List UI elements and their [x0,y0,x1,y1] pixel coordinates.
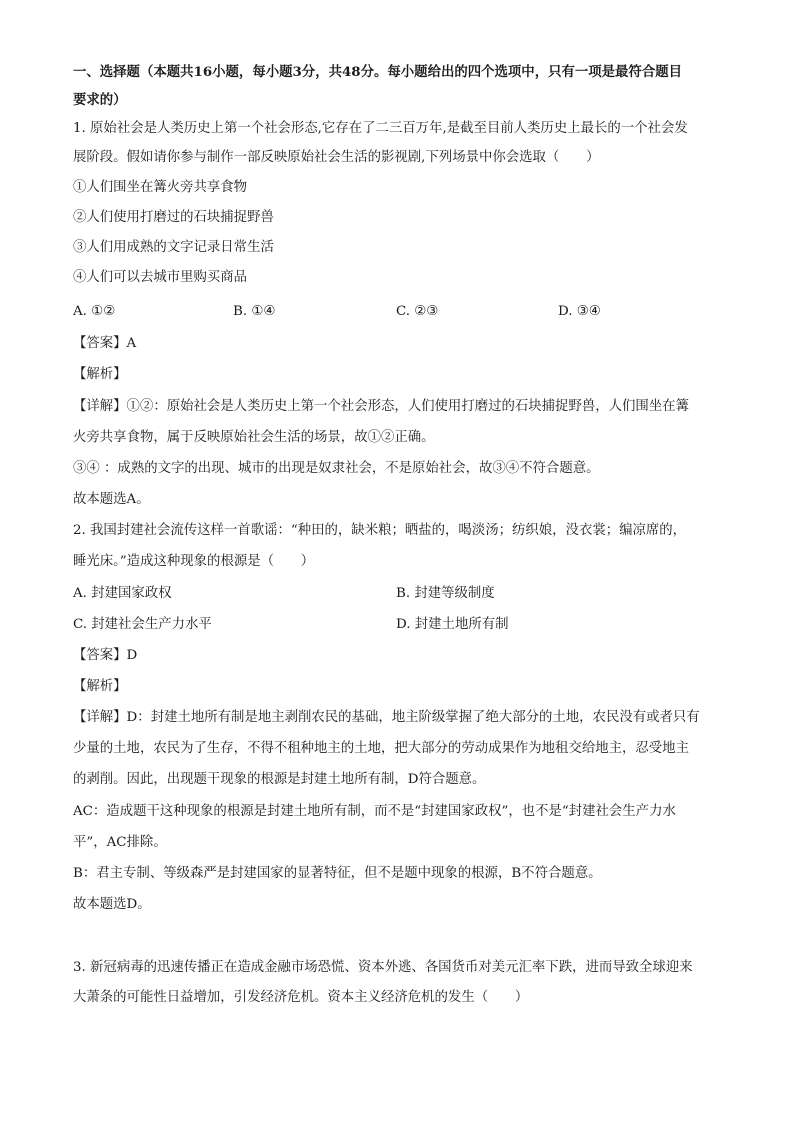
q1-option-a: A. ①② [73,304,116,319]
q2-detail-line-5: 平”，AC排除。 [73,835,167,850]
q2-analysis-label: 【解析】 [73,679,127,694]
q2-detail-line-1: 【详解】D：封建土地所有制是地主剥削农民的基础，地主阶级掌握了绝大部分的土地，农民没有或者只有 [73,710,700,725]
q1-option-d: D. ③④ [558,304,601,319]
q1-analysis-label: 【解析】 [73,367,127,382]
q3-stem-line-2: 大萧条的可能性日益增加，引发经济危机。资本主义经济危机的发生（ ） [73,990,529,1005]
q2-answer: 【答案】D [73,648,138,663]
q1-item-4: ④人们可以去城市里购买商品 [73,270,248,285]
q1-item-3: ③人们用成熟的文字记录日常生活 [73,240,274,255]
q2-detail-line-4: AC：造成题干这种现象的根源是封建土地所有制，而不是“封建国家政权”，也不是“封建社会生产力水 [73,804,676,819]
q1-stem-line-2: 展阶段。假如请你参与制作一部反映原始社会生活的影视剧,下列场景中你会选取（ ） [73,150,600,165]
q1-detail-line-1: 【详解】①②：原始社会是人类历史上第一个社会形态，人们使用打磨过的石块捕捉野兽，人们围坐在篝 [73,399,689,414]
q1-detail-line-4: 故本题选A。 [73,492,150,507]
q2-stem-line-1: 2. 我国封建社会流传这样一首歌谣：“种田的，缺米粮；晒盐的，喝淡汤；纺织娘，没衣裳；编凉席的， [73,523,687,538]
q2-option-a: A. 封建国家政权 [73,586,172,601]
q1-item-1: ①人们围坐在篝火旁共享食物 [73,180,248,195]
q2-detail-line-6: B：君主专制、等级森严是封建国家的显著特征，但不是题中现象的根源，B不符合题意。 [73,866,602,881]
q1-option-b: B. ①④ [233,304,276,319]
q1-option-c: C. ②③ [396,304,439,319]
q1-answer: 【答案】A [73,336,137,351]
q1-stem-line-1: 1. 原始社会是人类历史上第一个社会形态,它存在了二三百万年,是截至目前人类历史上最长的一个社会发 [73,121,688,136]
q2-option-d: D. 封建土地所有制 [396,617,509,632]
q2-option-b: B. 封建等级制度 [396,586,495,601]
q2-detail-line-3: 的剥削。因此，出现题干现象的根源是封建土地所有制，D符合题意。 [73,772,486,787]
q2-detail-line-2: 少量的土地，农民为了生存，不得不租种地主的土地，把大部分的劳动成果作为地租交给地主，忍受地主 [73,741,689,756]
section-header-line-1: 一、选择题（本题共16小题，每小题3分，共48分。每小题给出的四个选项中，只有一项是最符合题目 [73,64,682,80]
q2-stem-line-2: 睡光床。”造成这种现象的根源是（ ） [73,554,315,569]
q2-detail-line-7: 故本题选D。 [73,897,151,912]
q1-detail-line-3: ③④ ：成熟的文字的出现、城市的出现是奴隶社会，不是原始社会，故③④不符合题意。 [73,461,600,476]
q2-option-c: C. 封建社会生产力水平 [73,617,212,632]
section-header-line-2: 要求的） [73,92,127,108]
q1-detail-line-2: 火旁共享食物，属于反映原始社会生活的场景，故①②正确。 [73,430,435,445]
q1-item-2: ②人们使用打磨过的石块捕捉野兽 [73,210,274,225]
q3-stem-line-1: 3. 新冠病毒的迅速传播正在造成金融市场恐慌、资本外逃、各国货币对美元汇率下跌，进而导致全球迎来 [73,960,693,975]
